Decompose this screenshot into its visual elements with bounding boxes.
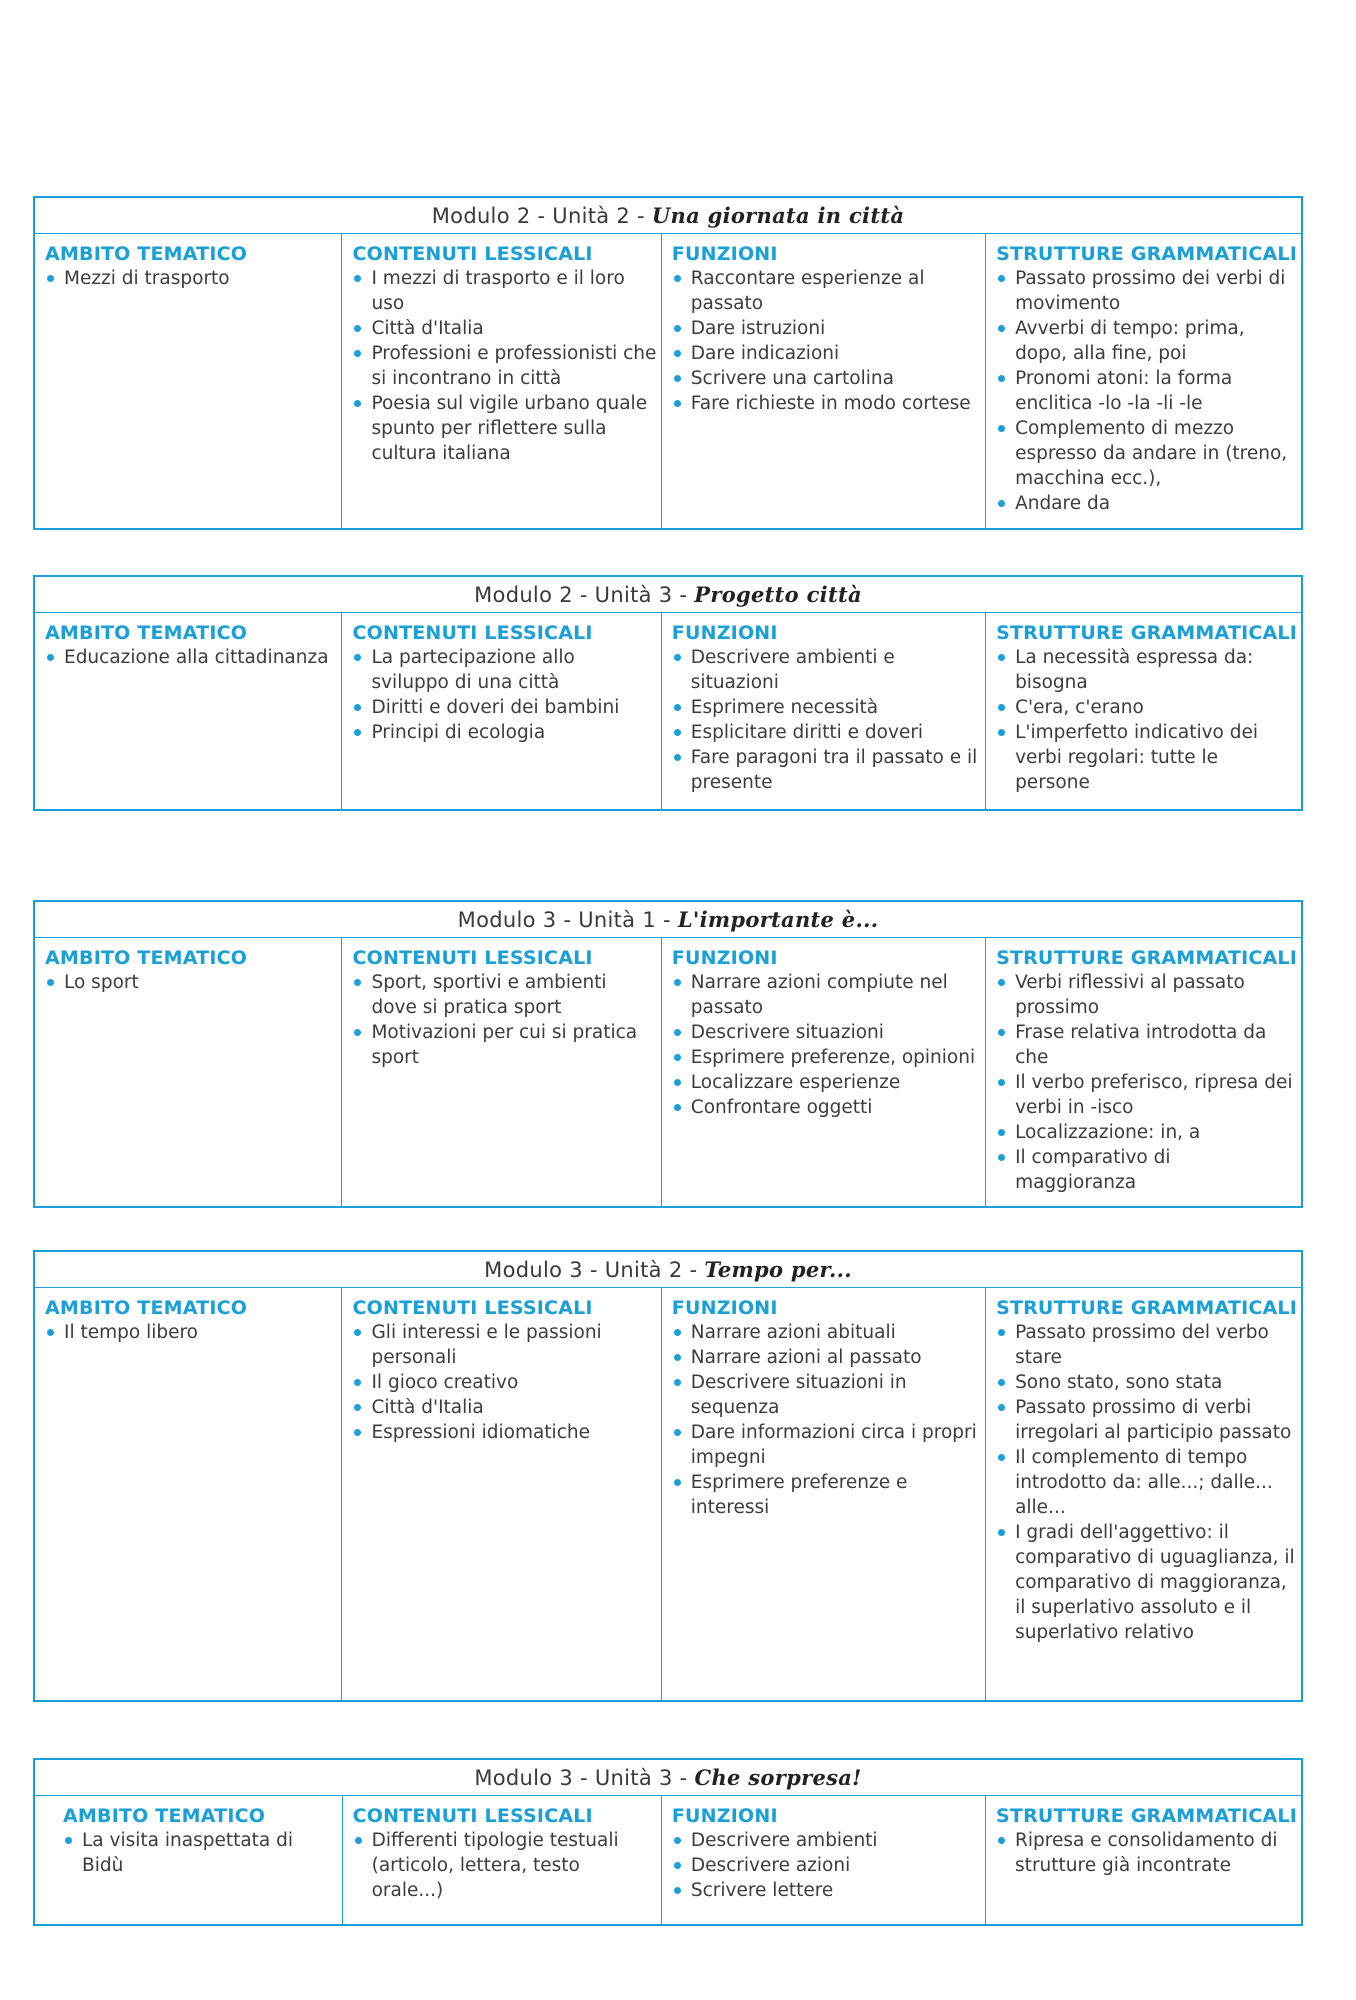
list-item: La partecipazione allo sviluppo di una città <box>352 645 656 695</box>
contenuti-heading: CONTENUTI LESSICALI <box>352 243 593 265</box>
list-item: I gradi dell'aggettivo: il comparativo di uguaglianza, il comparativo di maggioranza, il superlativo assoluto e il superlativo relativo <box>996 1520 1297 1645</box>
unit-name: Progetto città <box>694 582 862 607</box>
funzioni-column <box>661 613 985 809</box>
list-item: Passato prossimo dei verbi di movimento <box>996 266 1297 316</box>
strutture-heading: STRUTTURE GRAMMATICALI <box>996 1805 1297 1827</box>
contenuti-heading: CONTENUTI LESSICALI <box>352 1805 593 1827</box>
ambito-heading: AMBITO TEMATICO <box>45 622 248 644</box>
module-title-prefix: Modulo 2 - Unità 3 - <box>474 583 695 607</box>
ambito-heading: AMBITO TEMATICO <box>63 1805 266 1827</box>
module-title <box>35 1252 1301 1288</box>
list-item: Il complemento di tempo introdotto da: alle...; dalle... alle... <box>996 1445 1297 1520</box>
module-card <box>33 196 1303 530</box>
list-item: Motivazioni per cui si pratica sport <box>352 1020 656 1070</box>
list-item: Complemento di mezzo espresso da andare in (treno, macchina ecc.), <box>996 416 1297 491</box>
list-item: Narrare azioni abituali <box>672 1320 981 1345</box>
list-item: C'era, c'erano <box>996 695 1297 720</box>
list-item: Fare richieste in modo cortese <box>672 391 981 416</box>
strutture-column <box>985 1796 1301 1924</box>
list-item: Descrivere ambienti <box>672 1828 981 1853</box>
list-item: Mezzi di trasporto <box>45 266 337 291</box>
list-item: Fare paragoni tra il passato e il presente <box>672 745 981 795</box>
list-item: Avverbi di tempo: prima, dopo, alla fine, poi <box>996 316 1297 366</box>
unit-name: Una giornata in città <box>651 203 905 228</box>
ambito-heading: AMBITO TEMATICO <box>45 947 248 969</box>
list-item: Passato prossimo del verbo stare <box>996 1320 1297 1370</box>
module-title-prefix: Modulo 3 - Unità 1 - <box>457 908 678 932</box>
module-title <box>35 902 1301 938</box>
list-item: Il verbo preferisco, ripresa dei verbi in -isco <box>996 1070 1297 1120</box>
ambito-heading: AMBITO TEMATICO <box>45 243 248 265</box>
list-item: Localizzazione: in, a <box>996 1120 1297 1145</box>
contenuti-column <box>342 1796 661 1924</box>
list-item: Pronomi atoni: la forma enclitica -lo -la -li -le <box>996 366 1297 416</box>
module-title-prefix: Modulo 3 - Unità 3 - <box>474 1766 695 1790</box>
list-item: Esprimere preferenze, opinioni <box>672 1045 981 1070</box>
list-item: Narrare azioni al passato <box>672 1345 981 1370</box>
contenuti-column <box>341 1288 660 1700</box>
funzioni-column <box>661 938 985 1206</box>
list-item: Scrivere una cartolina <box>672 366 981 391</box>
list-item: La visita inaspettata di Bidù <box>63 1828 338 1878</box>
ambito-column <box>35 938 341 1206</box>
strutture-column <box>985 938 1301 1206</box>
contenuti-heading: CONTENUTI LESSICALI <box>352 1297 593 1319</box>
contenuti-column <box>341 938 660 1206</box>
list-item: Gli interessi e le passioni personali <box>352 1320 656 1370</box>
list-item: I mezzi di trasporto e il loro uso <box>352 266 656 316</box>
list-item: Lo sport <box>45 970 337 995</box>
list-item: Diritti e doveri dei bambini <box>352 695 656 720</box>
list-item: Sport, sportivi e ambienti dove si pratica sport <box>352 970 656 1020</box>
list-item: L'imperfetto indicativo dei verbi regolari: tutte le persone <box>996 720 1297 795</box>
list-item: Poesia sul vigile urbano quale spunto per riflettere sulla cultura italiana <box>352 391 656 466</box>
list-item: Descrivere situazioni <box>672 1020 981 1045</box>
list-item: Narrare azioni compiute nel passato <box>672 970 981 1020</box>
ambito-column <box>35 234 341 528</box>
funzioni-column <box>661 1796 985 1924</box>
list-item: Raccontare esperienze al passato <box>672 266 981 316</box>
list-item: Andare da <box>996 491 1297 516</box>
module-title <box>35 198 1301 234</box>
strutture-heading: STRUTTURE GRAMMATICALI <box>996 947 1298 969</box>
ambito-column <box>35 1288 341 1700</box>
module-card <box>33 900 1303 1208</box>
funzioni-column <box>661 1288 985 1700</box>
list-item: Dare istruzioni <box>672 316 981 341</box>
module-title-prefix: Modulo 2 - Unità 2 - <box>431 204 652 228</box>
funzioni-heading: FUNZIONI <box>671 1805 778 1827</box>
list-item: Descrivere situazioni in sequenza <box>672 1370 981 1420</box>
module-title <box>35 577 1301 613</box>
funzioni-heading: FUNZIONI <box>671 947 778 969</box>
strutture-heading: STRUTTURE GRAMMATICALI <box>996 1297 1298 1319</box>
list-item: Educazione alla cittadinanza <box>45 645 337 670</box>
strutture-heading: STRUTTURE GRAMMATICALI <box>996 243 1298 265</box>
list-item: Professioni e professionisti che si incontrano in città <box>352 341 656 391</box>
list-item: Localizzare esperienze <box>672 1070 981 1095</box>
list-item: Il comparativo di maggioranza <box>996 1145 1297 1195</box>
list-item: Dare indicazioni <box>672 341 981 366</box>
list-item: La necessità espressa da: bisogna <box>996 645 1297 695</box>
list-item: Città d'Italia <box>352 1395 656 1420</box>
unit-name: Tempo per... <box>704 1257 852 1282</box>
list-item: Descrivere azioni <box>672 1853 981 1878</box>
contenuti-column <box>341 613 660 809</box>
list-item: Verbi riflessivi al passato prossimo <box>996 970 1297 1020</box>
list-item: Il tempo libero <box>45 1320 337 1345</box>
list-item: Frase relativa introdotta da che <box>996 1020 1297 1070</box>
list-item: Passato prossimo di verbi irregolari al participio passato <box>996 1395 1297 1445</box>
unit-name: L'importante è... <box>677 907 879 932</box>
list-item: Confrontare oggetti <box>672 1095 981 1120</box>
list-item: Città d'Italia <box>352 316 656 341</box>
funzioni-heading: FUNZIONI <box>671 243 778 265</box>
module-card <box>33 575 1303 811</box>
funzioni-heading: FUNZIONI <box>671 622 778 644</box>
list-item: Il gioco creativo <box>352 1370 656 1395</box>
module-title-prefix: Modulo 3 - Unità 2 - <box>484 1258 705 1282</box>
strutture-column <box>985 1288 1301 1700</box>
strutture-column <box>985 234 1301 528</box>
module-title <box>35 1760 1301 1796</box>
list-item: Espressioni idiomatiche <box>352 1420 656 1445</box>
list-item: Dare informazioni circa i propri impegni <box>672 1420 981 1470</box>
contenuti-heading: CONTENUTI LESSICALI <box>352 622 593 644</box>
module-card <box>33 1758 1303 1926</box>
module-card <box>33 1250 1303 1702</box>
funzioni-heading: FUNZIONI <box>671 1297 778 1319</box>
list-item: Ripresa e consolidamento di strutture già incontrate <box>996 1828 1297 1878</box>
ambito-heading: AMBITO TEMATICO <box>45 1297 248 1319</box>
unit-name: Che sorpresa! <box>694 1765 862 1790</box>
funzioni-column <box>661 234 985 528</box>
list-item: Descrivere ambienti e situazioni <box>672 645 981 695</box>
strutture-heading: STRUTTURE GRAMMATICALI <box>996 622 1298 644</box>
ambito-column <box>35 613 341 809</box>
list-item: Differenti tipologie testuali (articolo, lettera, testo orale...) <box>353 1828 657 1903</box>
contenuti-heading: CONTENUTI LESSICALI <box>352 947 593 969</box>
list-item: Esplicitare diritti e doveri <box>672 720 981 745</box>
list-item: Sono stato, sono stata <box>996 1370 1297 1395</box>
strutture-column <box>985 613 1301 809</box>
list-item: Scrivere lettere <box>672 1878 981 1903</box>
list-item: Esprimere necessità <box>672 695 981 720</box>
ambito-column <box>35 1796 342 1924</box>
contenuti-column <box>341 234 660 528</box>
list-item: Principi di ecologia <box>352 720 656 745</box>
list-item: Esprimere preferenze e interessi <box>672 1470 981 1520</box>
